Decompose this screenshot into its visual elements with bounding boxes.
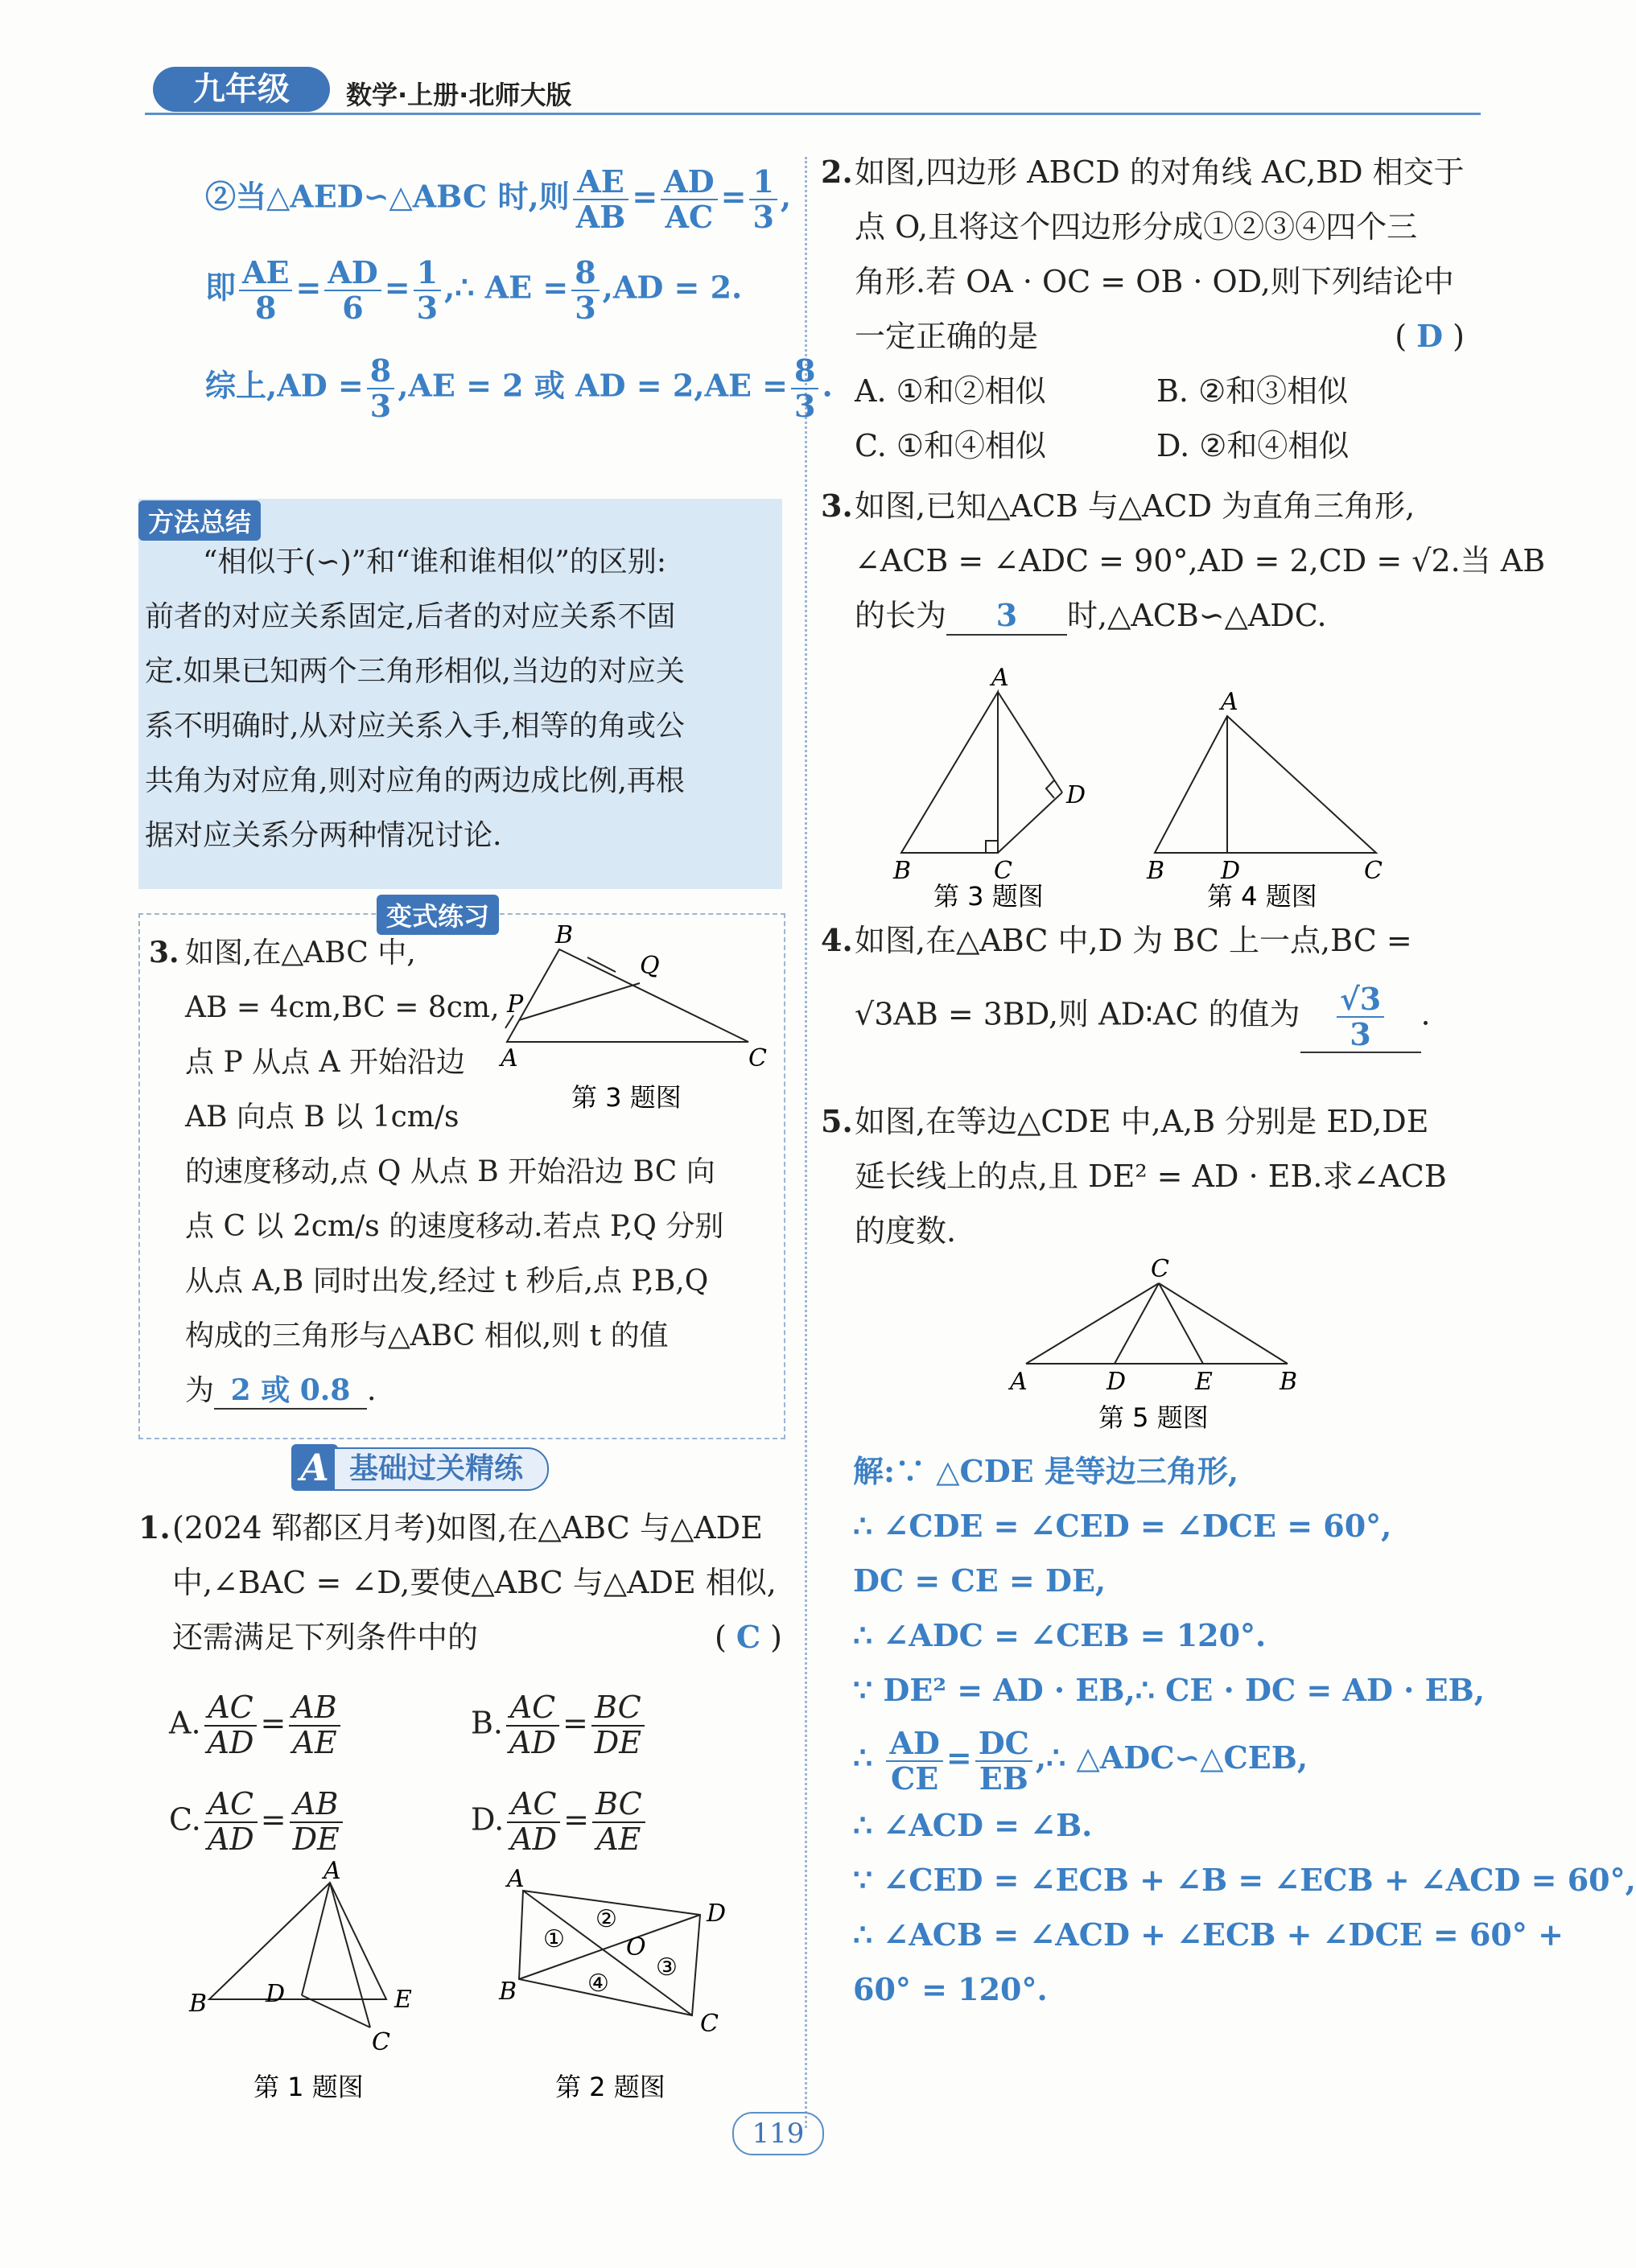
fraction: $\frac{8}{3}$ — [367, 354, 394, 423]
question-1: 1.(2024 郓都区月考)如图,在△ABC 与△ADE 中,∠BAC = ∠D,要使△ABC 与△ADE 相似, 还需满足下列条件中的 ( C ) — [138, 1509, 782, 1655]
label-b: B — [1280, 1368, 1298, 1396]
fraction: $\frac{DC}{EB}$ — [975, 1727, 1032, 1796]
option-b: B. $\frac{AC}{AD}$ = $\frac{BC}{DE}$ — [471, 1691, 648, 1760]
fraction: $\frac{1}{3}$ — [414, 256, 441, 325]
answer-blank: 3 — [946, 597, 1067, 636]
q1-options — [169, 1677, 781, 1871]
label-d: D — [1066, 781, 1086, 809]
label-b: B — [555, 921, 574, 949]
q3-figure — [885, 660, 1094, 912]
label-a: A — [323, 1857, 341, 1885]
q1-figure — [185, 1857, 451, 2108]
fraction: $\frac{1}{3}$ — [749, 165, 777, 234]
region-3: ③ — [656, 1953, 678, 1982]
header — [137, 60, 1505, 125]
method-summary-tag: 方法总结 — [138, 500, 261, 541]
label-b: B — [893, 857, 912, 885]
figure-caption: 第 3 题图 — [933, 881, 1044, 912]
variant-practice-tag: 变式练习 — [377, 895, 499, 935]
section-letter: A — [291, 1444, 338, 1491]
column-divider — [805, 157, 807, 2128]
book-subtitle: 数学·上册·北师大版 — [346, 80, 572, 110]
triangle-abe — [209, 1883, 386, 1999]
triangle-acb — [901, 692, 998, 853]
option-d: D. ②和④相似 — [1156, 428, 1350, 463]
label-b: B — [499, 1978, 517, 2006]
question-5: 5.如图,在等边△CDE 中,A,B 分别是 ED,DE 延长线上的点,且 DE² = AD · EB.求∠ACB 的度数. — [821, 1103, 1447, 1249]
region-2: ② — [595, 1905, 617, 1933]
label-q: Q — [640, 952, 660, 980]
answer-blank — [1300, 982, 1421, 1053]
q2-figure — [483, 1867, 748, 2108]
question-3: 3.如图,已知△ACB 与△ACD 为直角三角形, ∠ACB = ∠ADC = 90°,AD = 2,CD = √2.当 AB 的长为 3 时,△ACB∽△ADC. — [821, 479, 1465, 643]
question-2: 2.如图,四边形 ABCD 的对角线 AC,BD 相交于 点 O,且将这个四边形分成①②③④四个三 角形.若 OA · OC = OB · OD,则下列结论中 一定正确的是 ( D ) A. ①和②相似 B. ②和③相似 C. ①和④相似 D. ②和④相似 — [821, 145, 1465, 473]
q4-figure — [1143, 684, 1400, 912]
label-e: E — [394, 1986, 412, 2014]
header-rule — [145, 113, 1481, 115]
answer-blank: 2 或 0.8 — [214, 1373, 367, 1410]
triangle-abc — [507, 949, 748, 1042]
section-banner — [291, 1444, 621, 1492]
section-title: 基础过关精练 — [333, 1447, 549, 1491]
label-a: A — [991, 664, 1009, 692]
label-e: E — [1195, 1368, 1213, 1396]
label-a: A — [501, 1044, 518, 1072]
label-c: C — [994, 857, 1012, 885]
option-a: A. ①和②相似 — [855, 373, 1046, 409]
answer-choice: D — [1416, 318, 1444, 354]
label-d: D — [1106, 1368, 1127, 1396]
label-c: C — [372, 2028, 390, 2056]
fraction: $\frac{AD}{CE}$ — [886, 1727, 942, 1796]
fraction: $\frac{8}{3}$ — [791, 354, 818, 423]
option-b: B. ②和③相似 — [1156, 373, 1349, 409]
label-c: C — [1364, 857, 1383, 885]
option-d: D. $\frac{AC}{AD}$ = $\frac{BC}{AE}$ — [471, 1788, 649, 1857]
case2-line2: 即 $\frac{AE}{8}$ = $\frac{AD}{6}$ = $\frac{1}{3}$ ,∴ AE = $\frac{8}{3}$ ,AD = 2. — [205, 254, 743, 326]
label-o: O — [626, 1933, 646, 1961]
fraction: $\frac{8}{3}$ — [571, 256, 599, 325]
region-4: ④ — [587, 1970, 609, 1998]
label-c: C — [700, 2010, 719, 2038]
label-d: D — [707, 1900, 727, 1928]
answer-choice: C — [736, 1619, 761, 1655]
label-d: D — [266, 1980, 286, 2008]
question-4: 4.如图,在△ABC 中,D 为 BC 上一点,BC = √3AB = 3BD,则 AD∶AC 的值为 $\frac{√3}{3}$ . — [821, 922, 1431, 1052]
label-a: A — [1221, 688, 1238, 716]
region-1: ① — [543, 1925, 565, 1953]
label-b: B — [189, 1990, 208, 2018]
label-b: B — [1147, 857, 1165, 885]
figure-caption: 第 1 题图 — [253, 2072, 364, 2102]
option-c: C. ①和④相似 — [855, 428, 1046, 463]
label-d: D — [1221, 857, 1241, 885]
q5-figure — [1006, 1251, 1312, 1444]
label-p: P — [507, 990, 524, 1019]
label-a: A — [507, 1865, 525, 1893]
variant-question: 3. 如图,在△ABC 中, AB = 4cm,BC = 8cm, 点 P 从点 A 开始沿边 AB 向点 B 以 1cm/s 的速度移动,点 Q 从点 B 开始沿边 BC 向 点 C 以 2cm/s 的速度移动.若点 P,Q 分别 从点 A,B 同时出发,经过 t 秒后,点 P,B,Q 构成的三角形与△ABC 相似,则 t 的值 为 2 或 0.8 . — [149, 925, 723, 1418]
case2-line1-prefix: ②当△AED∽△ABC 时,则 — [205, 178, 570, 215]
figure-caption: 第 2 题图 — [555, 2072, 666, 2102]
label-a: A — [1010, 1368, 1028, 1396]
fraction: $\frac{AD}{AC}$ — [661, 165, 717, 234]
figure-caption: 第 3 题图 — [571, 1082, 682, 1113]
fraction: $\frac{√3}{3}$ — [1337, 982, 1384, 1052]
grade-badge: 九年级 — [153, 67, 330, 112]
figure-caption: 第 5 题图 — [1098, 1402, 1209, 1433]
fraction: $\frac{AE}{8}$ — [239, 256, 292, 325]
triangle-abc — [1155, 716, 1376, 853]
option-c: C. $\frac{AC}{AD}$ = $\frac{AB}{DE}$ — [169, 1788, 471, 1857]
case2-line1: ②当△AED∽△ABC 时,则 $\frac{AE}{AB}$ = $\frac{AD}{AC}$ = $\frac{1}{3}$ , — [205, 163, 792, 235]
page-number: 119 — [732, 2112, 824, 2155]
figure-caption: 第 4 题图 — [1207, 881, 1317, 912]
label-c: C — [1151, 1255, 1169, 1283]
option-a: A. $\frac{AC}{AD}$ = $\frac{AB}{AE}$ — [169, 1691, 471, 1760]
label-c: C — [748, 1044, 767, 1072]
fraction: $\frac{AE}{AB}$ — [573, 165, 629, 234]
q5-solution: 解:∵ △CDE 是等边三角形, ∴ ∠CDE = ∠CED = ∠DCE = 60°, DC = CE = DE, ∴ ∠ADC = ∠CEB = 120°. ∵ DE² = AD · EB,∴ CE · DC = AD · EB, ∴ $\frac{AD}{CE}$ = $\frac{DC}{EB}$ ,∴ △ADC∽△CEB, ∴ ∠ACD = ∠B. ∵ ∠CED = ∠ECB + ∠B = ∠ECB + ∠ACD = 60°, ∴ ∠ACB = ∠ACD + ∠ECB + ∠DCE = 60° + 60° = 120°. — [853, 1453, 1636, 2007]
method-summary-text: “相似于(∽)”和“谁和谁相似”的区别: 前者的对应关系固定,后者的对应关系不固 定.如果已知两个三角形相似,当边的对应关 系不明确时,从对应关系入手,相等的角或公 共角为对应角,则对应角的两边成比例,再根 据对应关系分两种情况讨论. — [145, 545, 685, 852]
variant-figure — [483, 921, 773, 1113]
fraction: $\frac{AD}{6}$ — [324, 256, 381, 325]
case-summary: 综上,AD = $\frac{8}{3}$ ,AE = 2 或 AD = 2,AE = $\frac{8}{3}$ . — [205, 352, 833, 424]
